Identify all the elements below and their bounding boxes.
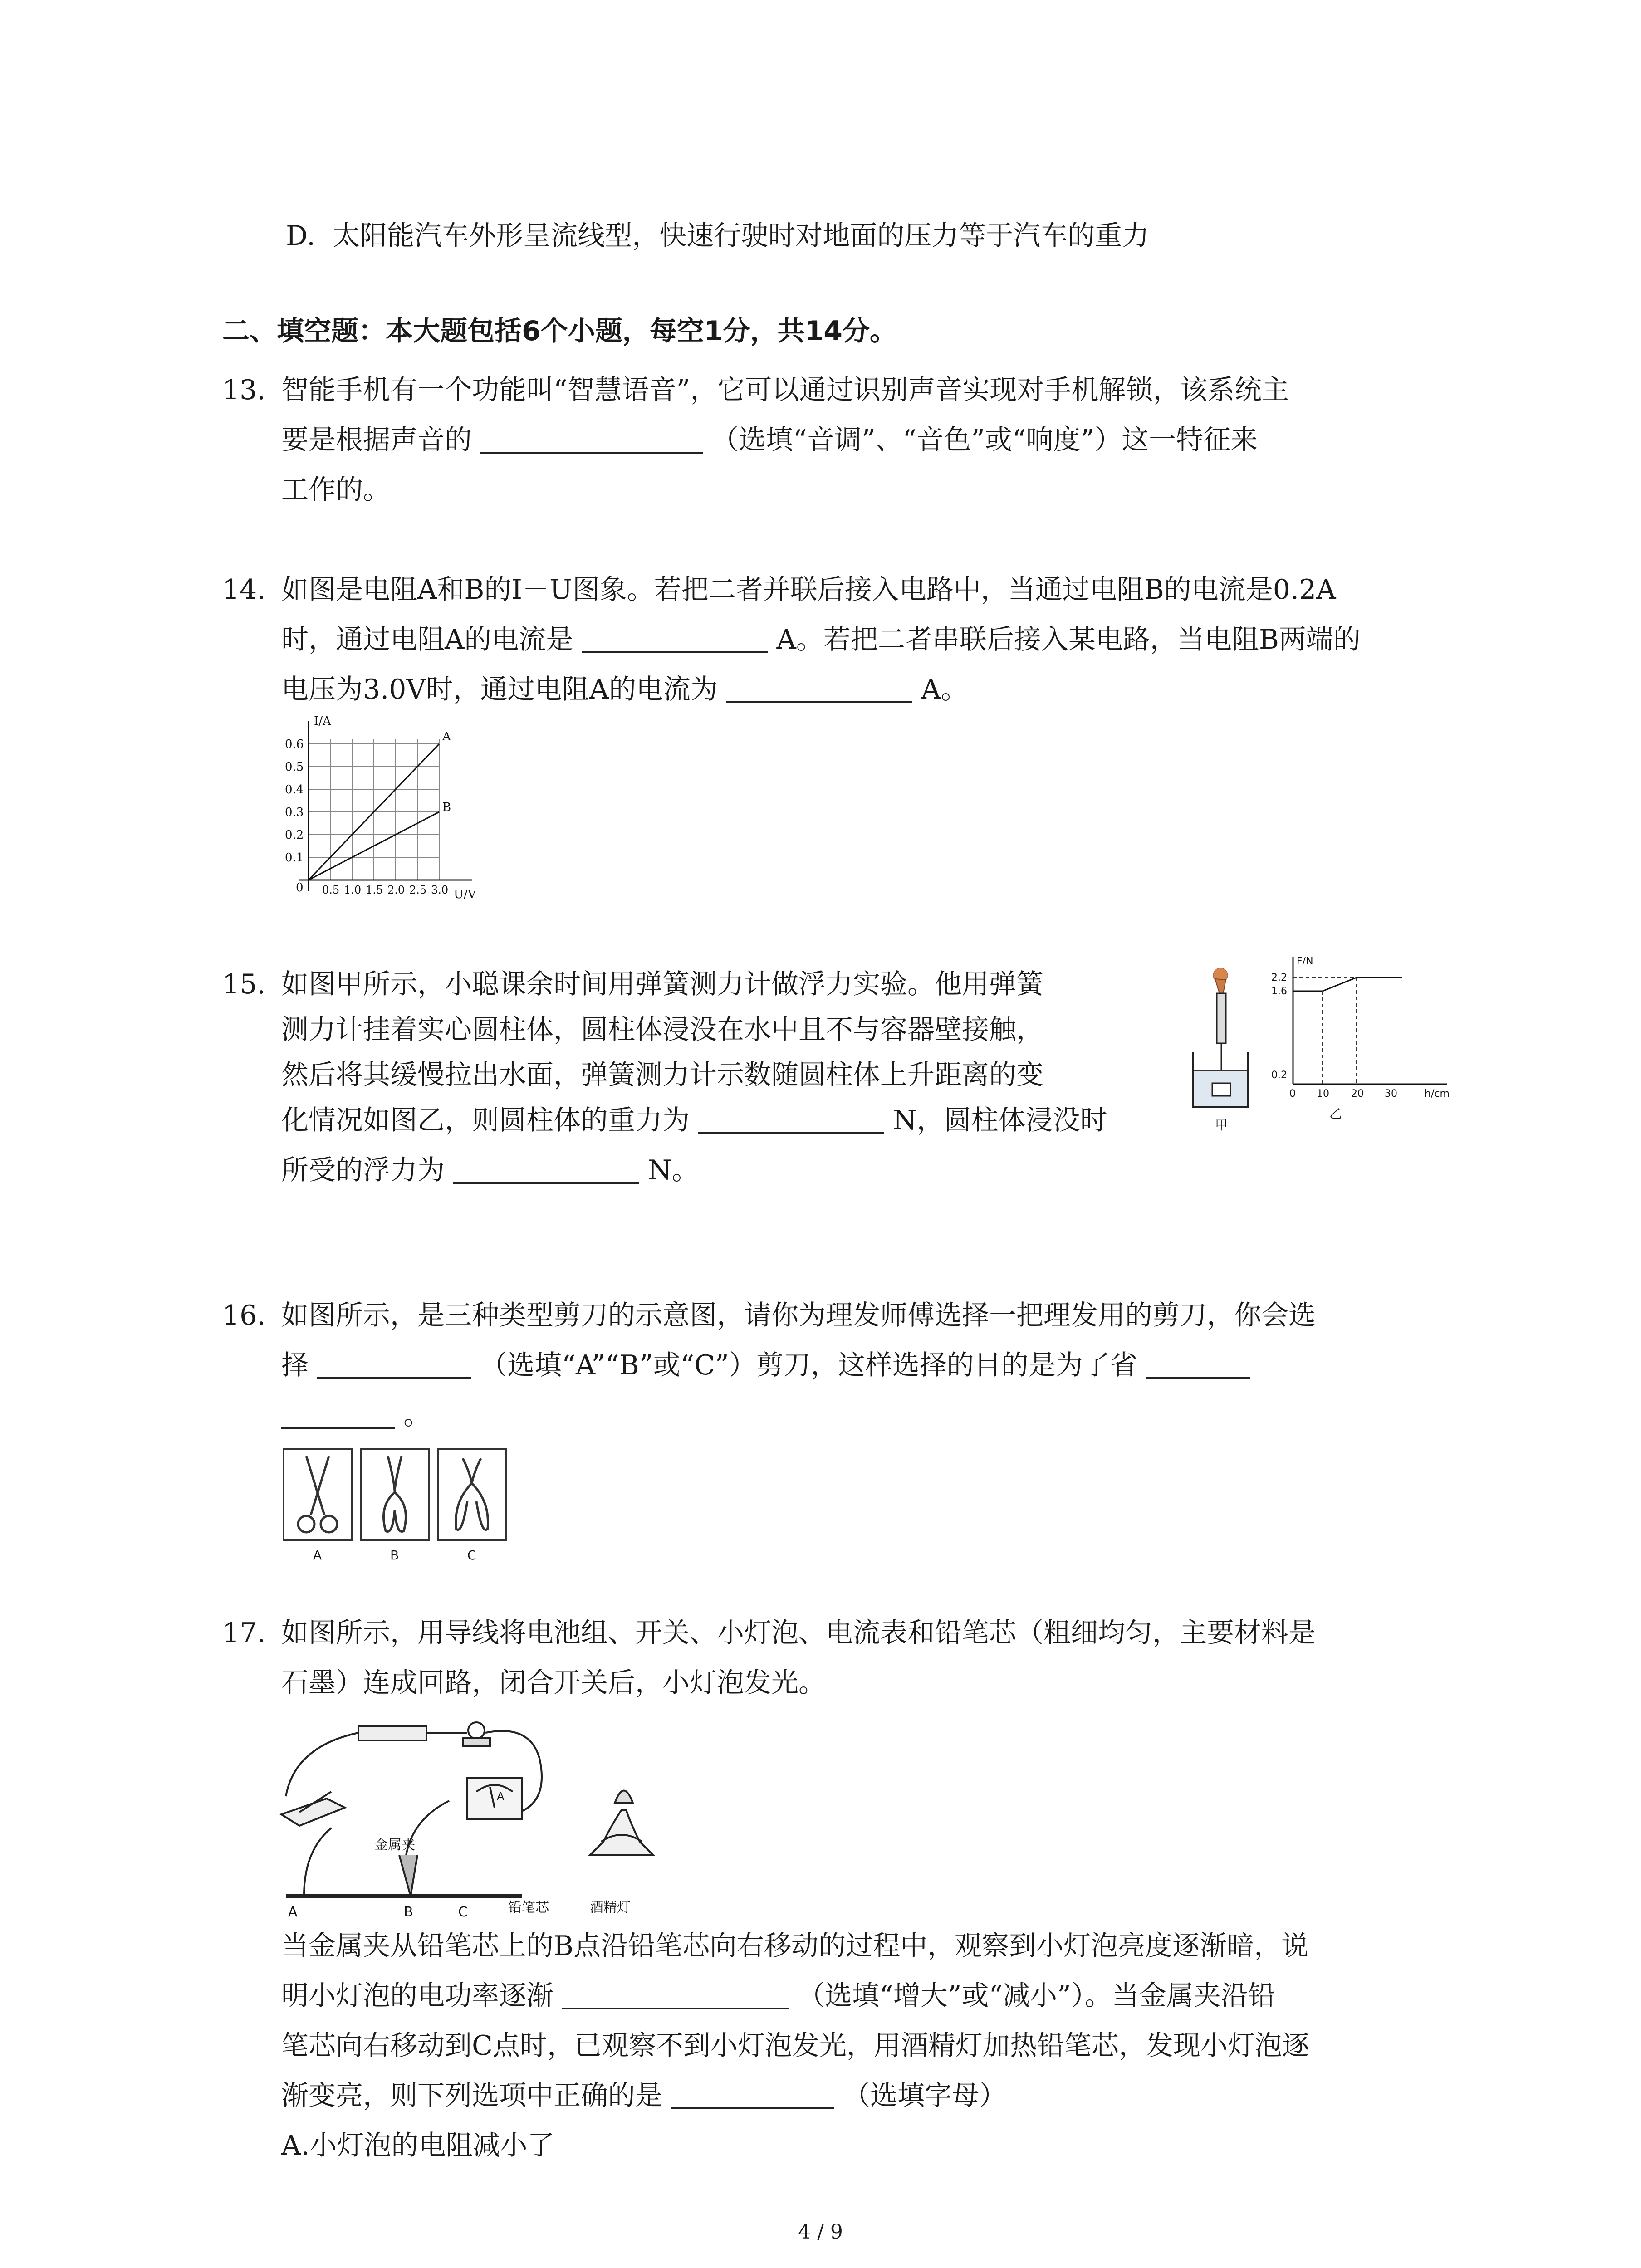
svg-text:0: 0 bbox=[296, 881, 304, 894]
option-letter: D. bbox=[286, 220, 316, 252]
svg-text:F/N: F/N bbox=[1297, 956, 1313, 967]
q13-line2: 要是根据声音的 （选填“音调”、“音色”或“响度”）这一特征来 bbox=[281, 424, 1258, 456]
svg-text:0.6: 0.6 bbox=[285, 738, 304, 751]
q17-number: 17. bbox=[222, 1617, 266, 1649]
scissors-figure bbox=[281, 1447, 517, 1569]
svg-text:0.1: 0.1 bbox=[285, 851, 304, 865]
answer-blank[interactable] bbox=[480, 425, 703, 454]
q13-line1: 智能手机有一个功能叫“智慧语音”，它可以通过识别声音实现对手机解锁，该系统主 bbox=[281, 374, 1289, 406]
q14-line1: 如图是电阻A和B的I－U图象。若把二者并联后接入电路中，当通过电阻B的电流是0.2A bbox=[281, 574, 1336, 606]
svg-text:甲: 甲 bbox=[1215, 1118, 1228, 1133]
svg-text:1.6: 1.6 bbox=[1271, 986, 1287, 997]
scissors-b-icon bbox=[384, 1456, 406, 1532]
svg-text:A: A bbox=[313, 1548, 322, 1563]
q16-line3: 。 bbox=[281, 1397, 431, 1433]
svg-text:U/V: U/V bbox=[454, 888, 476, 901]
q17-line1: 如图所示，用导线将电池组、开关、小灯泡、电流表和铅笔芯（粗细均匀，主要材料是 bbox=[281, 1617, 1316, 1649]
q15-line5: 所受的浮力为 N。 bbox=[281, 1154, 699, 1186]
q14-number: 14. bbox=[222, 574, 266, 606]
scissors-c-icon bbox=[456, 1458, 488, 1530]
section-heading: 二、填空题：本大题包括6个小题，每空1分，共14分。 bbox=[222, 315, 897, 347]
svg-text:20: 20 bbox=[1351, 1088, 1364, 1100]
q15-number: 15. bbox=[222, 968, 266, 1000]
answer-blank[interactable] bbox=[671, 2080, 834, 2109]
spring-scale-figure bbox=[1180, 962, 1261, 1134]
svg-text:铅笔芯: 铅笔芯 bbox=[508, 1900, 549, 1916]
q13-line3: 工作的。 bbox=[281, 474, 390, 506]
q16-line2: 择 （选填“A”“B”或“C”）剪刀，这样选择的目的是为了省 bbox=[281, 1347, 1250, 1383]
iu-graph bbox=[272, 712, 526, 912]
svg-text:A: A bbox=[442, 730, 451, 743]
svg-text:1.5: 1.5 bbox=[366, 884, 383, 896]
answer-blank[interactable] bbox=[317, 1350, 471, 1379]
svg-text:0.5: 0.5 bbox=[322, 884, 340, 896]
svg-text:酒精灯: 酒精灯 bbox=[590, 1900, 631, 1916]
svg-text:A: A bbox=[497, 1790, 505, 1803]
q17-option-a: A.小灯泡的电阻减小了 bbox=[281, 2130, 555, 2161]
q16-number: 16. bbox=[222, 1300, 266, 1331]
svg-text:3.0: 3.0 bbox=[431, 884, 449, 896]
q14-line3: 电压为3.0V时，通过电阻A的电流为 A。 bbox=[281, 674, 968, 705]
q14-line2: 时，通过电阻A的电流是 A。若把二者串联后接入某电路，当电阻B两端的 bbox=[281, 624, 1361, 655]
svg-text:0.2: 0.2 bbox=[285, 828, 304, 842]
answer-blank[interactable] bbox=[582, 624, 768, 653]
answer-blank[interactable] bbox=[726, 674, 912, 703]
svg-text:0.3: 0.3 bbox=[285, 806, 304, 819]
q16-line1: 如图所示，是三种类型剪刀的示意图，请你为理发师傅选择一把理发用的剪刀，你会选 bbox=[281, 1300, 1316, 1331]
answer-blank[interactable] bbox=[1146, 1350, 1250, 1379]
circuit-figure bbox=[277, 1706, 685, 1919]
svg-text:金属夹: 金属夹 bbox=[374, 1837, 415, 1853]
page-number: 4 / 9 bbox=[798, 2220, 843, 2244]
svg-text:0.2: 0.2 bbox=[1271, 1070, 1287, 1081]
fh-graph bbox=[1266, 953, 1456, 1125]
q17-para4: 渐变亮，则下列选项中正确的是 （选填字母） bbox=[281, 2080, 1007, 2112]
svg-text:B: B bbox=[442, 801, 451, 814]
q15-line4: 化情况如图乙，则圆柱体的重力为 N，圆柱体浸没时 bbox=[281, 1105, 1107, 1136]
svg-text:0.5: 0.5 bbox=[285, 760, 304, 774]
q13-number: 13. bbox=[222, 374, 266, 406]
q17-para3: 笔芯向右移动到C点时，已观察不到小灯泡发光，用酒精灯加热铅笔芯，发现小灯泡逐 bbox=[281, 2030, 1309, 2062]
svg-text:B: B bbox=[404, 1904, 413, 1919]
option-d bbox=[286, 218, 1149, 254]
svg-text:2.5: 2.5 bbox=[409, 884, 427, 896]
scissors-a-icon bbox=[298, 1456, 337, 1532]
svg-text:I/A: I/A bbox=[314, 714, 331, 728]
svg-text:乙: 乙 bbox=[1329, 1106, 1342, 1121]
svg-text:0.4: 0.4 bbox=[285, 783, 304, 797]
svg-text:C: C bbox=[467, 1548, 476, 1563]
q15-line1: 如图甲所示，小聪课余时间用弹簧测力计做浮力实验。他用弹簧 bbox=[281, 968, 1043, 1000]
answer-blank[interactable] bbox=[698, 1105, 884, 1134]
svg-text:30: 30 bbox=[1385, 1088, 1397, 1100]
q17-para1: 当金属夹从铅笔芯上的B点沿铅笔芯向右移动的过程中，观察到小灯泡亮度逐渐暗，说 bbox=[281, 1930, 1309, 1962]
q17-para2: 明小灯泡的电功率逐渐 （选填“增大”或“减小”）。当金属夹沿铅 bbox=[281, 1980, 1275, 2012]
svg-text:10: 10 bbox=[1317, 1088, 1329, 1100]
svg-text:1.0: 1.0 bbox=[344, 884, 362, 896]
svg-text:2.0: 2.0 bbox=[387, 884, 405, 896]
answer-blank[interactable] bbox=[281, 1400, 395, 1429]
svg-text:0: 0 bbox=[1289, 1088, 1296, 1100]
option-text: 太阳能汽车外形呈流线型，快速行驶时对地面的压力等于汽车的重力 bbox=[333, 220, 1150, 252]
svg-text:2.2: 2.2 bbox=[1271, 972, 1287, 983]
q15-line3: 然后将其缓慢拉出水面，弹簧测力计示数随圆柱体上升距离的变 bbox=[281, 1059, 1043, 1091]
svg-text:h/cm: h/cm bbox=[1425, 1088, 1450, 1100]
svg-text:C: C bbox=[458, 1904, 468, 1919]
q15-line2: 测力计挂着实心圆柱体，圆柱体浸没在水中且不与容器壁接触， bbox=[281, 1014, 1043, 1046]
answer-blank[interactable] bbox=[453, 1155, 639, 1184]
svg-text:B: B bbox=[390, 1548, 399, 1563]
svg-text:A: A bbox=[288, 1904, 298, 1919]
answer-blank[interactable] bbox=[562, 1980, 789, 2009]
q17-line2: 石墨）连成回路，闭合开关后，小灯泡发光。 bbox=[281, 1667, 826, 1699]
